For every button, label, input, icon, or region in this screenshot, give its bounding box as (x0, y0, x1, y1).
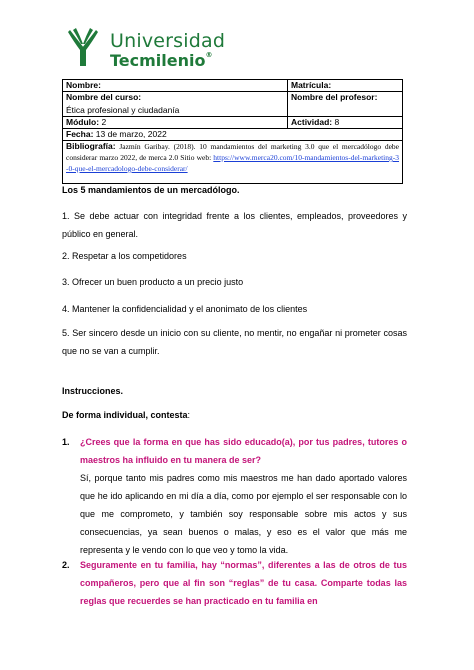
university-logo (66, 28, 226, 70)
matricula-cell: Matrícula: (288, 80, 403, 92)
profesor-cell: Nombre del profesor: (288, 92, 403, 117)
bibliografia-link[interactable]: https://www.merca20.com/10-mandamientos-del-marketing-3-0-que-el-mercadologo-debe-considerar/ (66, 153, 400, 173)
bibliografia-cell: Bibliografía: Jazmín Garibay. (2018). 10 mandamientos del marketing 3.0 que el mercadólogo debe considerar marzo 2022, de merca 2.0 Sitio web: https://www.merca20.com/10-mandamientos-del-marketing-3-0-que-el-mercadologo-debe-considerar/ (63, 141, 403, 184)
instruction-line: De forma individual, contesta: (62, 410, 191, 420)
logo-text-tecmilenio: Tecmilenio® (110, 51, 213, 70)
section-heading: Los 5 mandamientos de un mercadólogo. (62, 185, 240, 195)
curso-cell: Nombre del curso: Ética profesional y ciudadanía (63, 92, 288, 117)
actividad-cell: Actividad: 8 (288, 117, 403, 129)
question-number: 1. (62, 437, 70, 447)
instrucciones-heading: Instrucciones. (62, 386, 124, 396)
question-text: Seguramente en tu familia, hay “normas”, diferentes a las de otros de tus compañeros, pero que al fin son “reglas” de tu casa. Comparte todas las reglas que recuerdes se han practicado en tu familia en (80, 560, 407, 606)
fecha-cell: Fecha: 13 de marzo, 2022 (63, 129, 403, 141)
question-2 (62, 556, 407, 610)
list-item: 4. Mantener la confidencialidad y el anonimato de los clientes (62, 304, 308, 314)
answer-text: Sí, porque tanto mis padres como mis maestros me han dado aportado valores que he ido aplicando en mi día a día, como por ejemplo el ser responsable con lo que me comprometo, y también soy responsable sobre mis actos y sus consecuencias, ya sean buenos o malas, y eso es el valor que más me representa y le vendo con lo que veo y tomo la vida. (80, 473, 407, 555)
modulo-cell: Módulo: 2 (63, 117, 288, 129)
question-1 (62, 433, 407, 559)
nombre-cell: Nombre: (63, 80, 288, 92)
list-item: 2. Respetar a los competidores (62, 251, 187, 261)
student-info-table (62, 79, 403, 184)
question-text: ¿Crees que la forma en que has sido educado(a), por tus padres, tutores o maestros ha influido en tu manera de ser? (80, 437, 407, 465)
list-item: 1. Se debe actuar con integridad frente a los clientes, empleados, proveedores y público en general. (62, 211, 407, 239)
logo-mark-icon (66, 28, 100, 68)
question-number: 2. (62, 560, 70, 570)
list-item: 3. Ofrecer un buen producto a un precio justo (62, 277, 244, 287)
list-item: 5. Ser sincero desde un inicio con su cliente, no mentir, no engañar ni prometer cosas que no se van a cumplir. (62, 328, 407, 356)
logo-text-universidad: Universidad (110, 30, 226, 52)
